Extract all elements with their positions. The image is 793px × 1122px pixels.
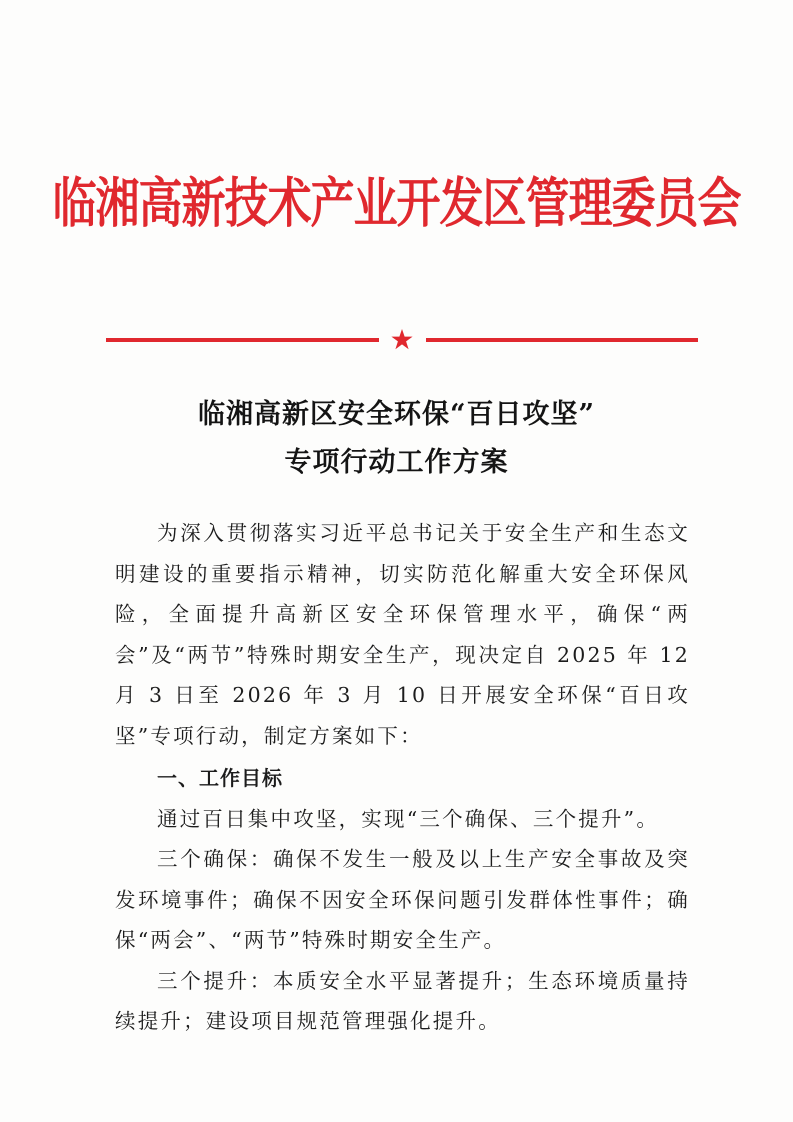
divider-line-right: [426, 338, 698, 342]
goals-paragraph-3: 三个提升：本质安全水平显著提升；生态环境质量持续提升；建设项目规范管理强化提升。: [115, 968, 690, 1033]
document-body: [115, 513, 690, 1042]
intro-paragraph: 为深入贯彻落实习近平总书记关于安全生产和生态文明建设的重要指示精神，切实防范化解重大安全环保风险，全面提升高新区安全环保管理水平，确保“两会”及“两节”特殊时期安全生产，现决定自 2025 年 12 月 3 日至 2026 年 3 月 10 日开展安全环保“百日攻坚”专项行动，制定方案如下：: [115, 521, 690, 748]
document-title-line2: 专项行动工作方案: [284, 447, 509, 478]
goals-paragraph-1: 通过百日集中攻坚，实现“三个确保、三个提升”。: [157, 806, 660, 831]
section-heading-goals: 一、工作目标: [157, 766, 283, 790]
goals-paragraph-2: 三个确保：确保不发生一般及以上生产安全事故及突发环境事件；确保不因安全环保问题引发群体性事件；确保“两会”、“两节”特殊时期安全生产。: [115, 847, 690, 952]
document-title-line1: 临湘高新区安全环保“百日攻坚”: [197, 399, 596, 430]
star-icon: [390, 328, 414, 352]
org-letterhead: 临湘高新技术产业开发区管理委员会: [52, 172, 741, 236]
divider-line-left: [106, 338, 379, 342]
red-divider: [106, 328, 698, 352]
